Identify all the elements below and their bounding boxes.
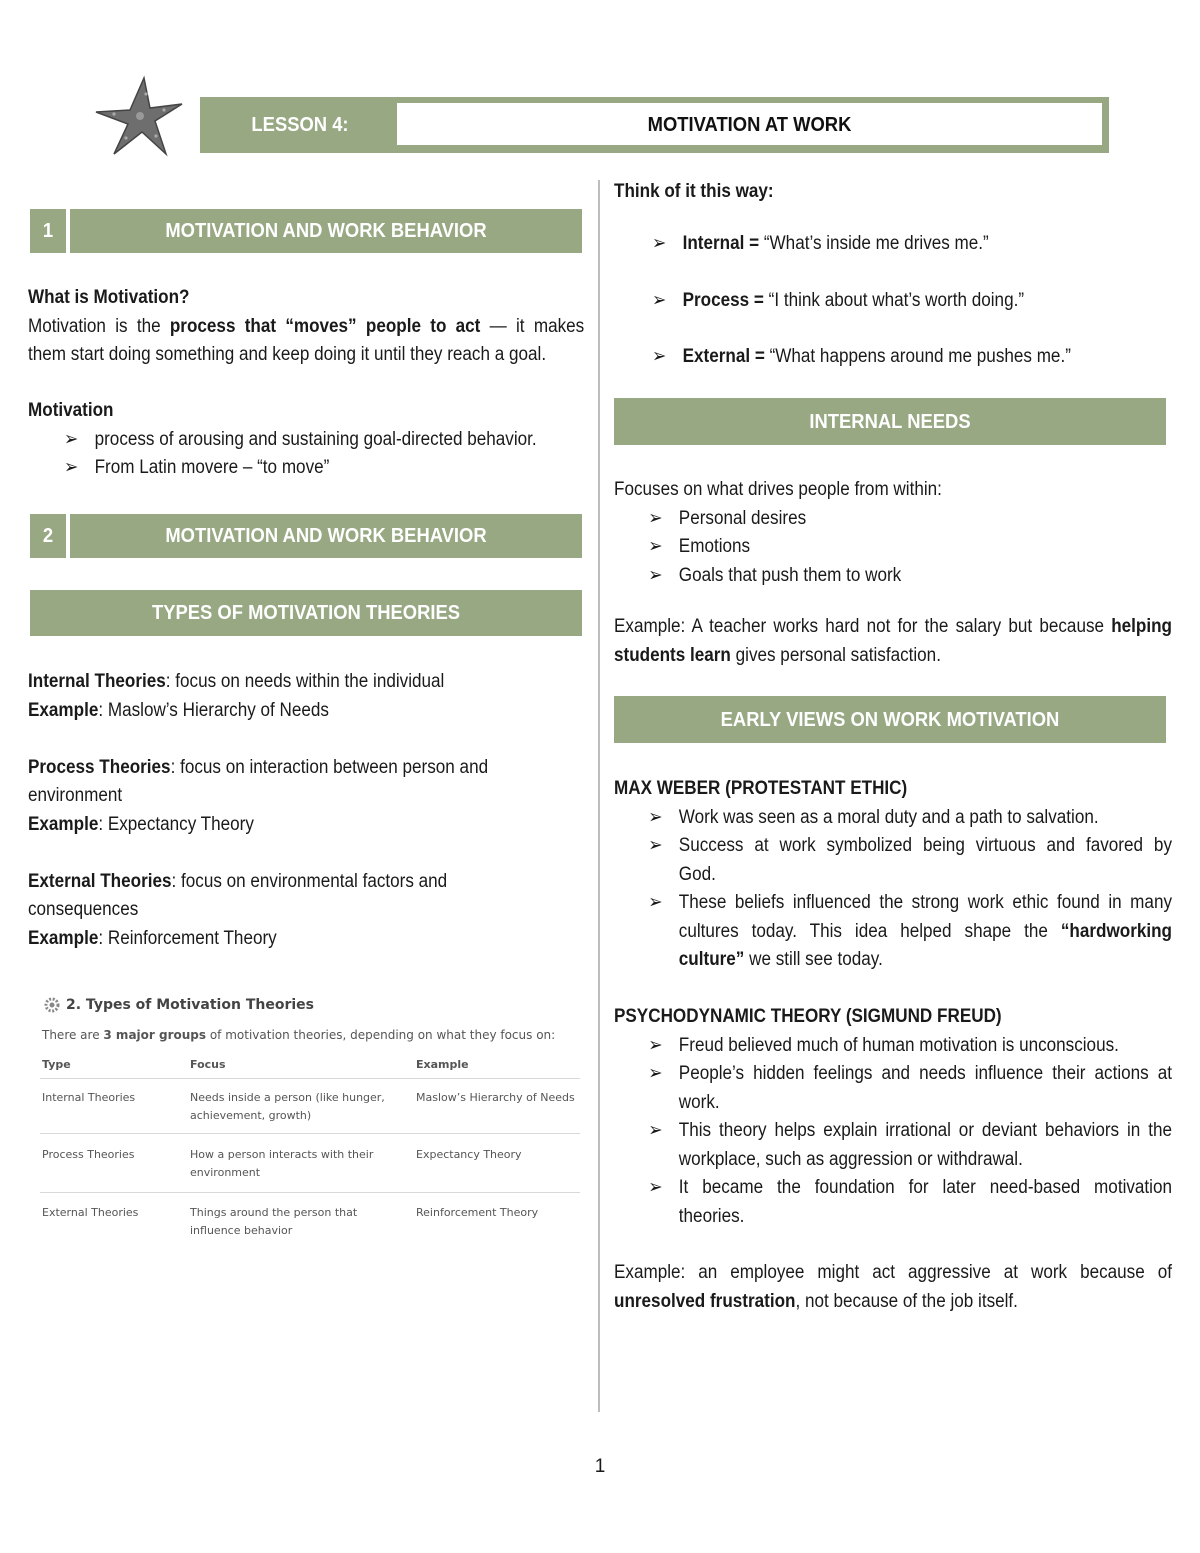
screenshot-title: 2. Types of Motivation Theories [66, 997, 314, 1013]
page-number: 1 [594, 1456, 606, 1477]
list-item: ➢ From Latin movere – “to move” [64, 457, 330, 478]
what-is-motivation [28, 284, 584, 370]
list-item: ➢ Emotions [648, 536, 751, 557]
section-number: 2 [42, 525, 54, 547]
lesson-title-box [397, 103, 1102, 145]
gear-icon [44, 997, 60, 1013]
heading: What is Motivation? [28, 287, 190, 308]
table-cell: Things around the person that [190, 1206, 358, 1219]
types-header-title: TYPES OF MOTIVATION THEORIES [151, 602, 461, 624]
heading: Think of it this way: [614, 181, 774, 202]
column-divider [598, 180, 600, 1412]
list-item: ➢ Freud believed much of human motivation is unconscious. [648, 1034, 1119, 1056]
col-type: Type [42, 1058, 71, 1071]
table-cell: How a person interacts with their [190, 1148, 374, 1161]
list-item: ➢ These beliefs influenced the strong work ethic found in many cultures today. This idea helped shape the “hardworking culture” we still see today. [648, 892, 1172, 970]
weber-block [614, 775, 1172, 975]
list-item: ➢ process of arousing and sustaining goal-directed behavior. [64, 428, 537, 450]
process-theories: Process Theories: focus on interaction between person and [28, 756, 489, 778]
paragraph-line: them start doing something and keep doing it until they reach a goal. [28, 344, 547, 365]
early-views-title: EARLY VIEWS ON WORK MOTIVATION [720, 709, 1060, 731]
lesson-label: LESSON 4: [251, 114, 349, 136]
list-item: ➢ Internal = “What’s inside me drives me.” [652, 233, 989, 254]
table-cell: Reinforcement Theory [416, 1206, 539, 1219]
list-item: ➢ Personal desires [648, 507, 807, 529]
table-cell: Internal Theories [42, 1091, 136, 1104]
types-header [30, 590, 582, 636]
example-line: Example: an employee might act aggressive at work because of [614, 1262, 1172, 1283]
table-cell: environment [190, 1166, 261, 1179]
think-list [652, 230, 1172, 372]
table-cell: Process Theories [42, 1148, 135, 1161]
example-line: unresolved frustration, not because of the job itself. [614, 1290, 1018, 1312]
list-item: ➢ Process = “I think about what’s worth doing.” [652, 289, 1025, 311]
think-block [614, 178, 1172, 207]
paragraph-bold: process that “moves” people to act [169, 315, 481, 337]
internal-needs-title: INTERNAL NEEDS [809, 411, 971, 433]
internal-needs-header [614, 398, 1166, 445]
example-line: Example: A teacher works hard not for the salary but because helping [614, 616, 1172, 637]
heading: Motivation [28, 400, 114, 421]
table-cell: achievement, growth) [190, 1109, 312, 1122]
section-title: MOTIVATION AND WORK BEHAVIOR [165, 220, 487, 242]
freud-example [614, 1259, 1172, 1316]
external-example: Example: Reinforcement Theory [28, 927, 277, 949]
table-cell: influence behavior [190, 1224, 293, 1237]
list-item: ➢ Work was seen as a moral duty and a path to salvation. [648, 806, 1099, 828]
table-cell: Needs inside a person (like hunger, [190, 1091, 385, 1104]
list-item: ➢ External = “What happens around me pushes me.” [652, 346, 1071, 367]
internal-example: Example: Maslow’s Hierarchy of Needs [28, 699, 329, 721]
list-item: ➢ Success at work symbolized being virtuous and favored by God. [648, 835, 1172, 885]
list-item: ➢ People’s hidden feelings and needs influence their actions at work. [648, 1063, 1172, 1113]
col-example: Example [416, 1058, 469, 1071]
freud-heading: PSYCHODYNAMIC THEORY (SIGMUND FREUD) [614, 1006, 1002, 1027]
internal-needs-body [614, 476, 1172, 670]
internal-theories: Internal Theories: focus on needs within the individual [28, 671, 445, 692]
example-line: students learn gives personal satisfaction. [614, 644, 941, 666]
lesson-banner [200, 97, 1109, 153]
paragraph-text: Motivation is the [28, 315, 170, 337]
list-item: ➢ Goals that push them to work [648, 564, 902, 586]
section-number: 1 [42, 220, 54, 242]
lesson-title: MOTIVATION AT WORK [647, 114, 852, 136]
theories-list [28, 668, 584, 953]
weber-heading: MAX WEBER (PROTESTANT ETHIC) [614, 778, 908, 799]
process-example: Example: Expectancy Theory [28, 813, 254, 835]
early-views-header [614, 696, 1166, 743]
motivation-block [28, 397, 584, 483]
section-title: MOTIVATION AND WORK BEHAVIOR [165, 525, 487, 547]
embedded-screenshot [30, 988, 586, 1254]
process-desc-cont: environment [28, 785, 123, 806]
paragraph-text: — it makes [480, 315, 585, 337]
section-header-1 [30, 209, 582, 253]
list-item: ➢ It became the foundation for later need-based motivation theories. [648, 1177, 1172, 1227]
list-item: ➢ This theory helps explain irrational or deviant behaviors in the workplace, such as aggression or withdrawal. [648, 1120, 1172, 1170]
table-cell: Expectancy Theory [416, 1148, 522, 1161]
table-cell: Maslow’s Hierarchy of Needs [416, 1091, 575, 1104]
intro-text: Focuses on what drives people from within: [614, 479, 942, 500]
starfish-icon [92, 74, 186, 158]
section-header-2 [30, 514, 582, 558]
external-desc-cont: consequences [28, 899, 139, 920]
screenshot-intro: There are 3 major groups of motivation theories, depending on what they focus on: [42, 1028, 556, 1042]
col-focus: Focus [190, 1058, 226, 1071]
table-cell: External Theories [42, 1206, 139, 1219]
freud-block [614, 1003, 1172, 1231]
external-theories: External Theories: focus on environmental factors and [28, 870, 448, 892]
